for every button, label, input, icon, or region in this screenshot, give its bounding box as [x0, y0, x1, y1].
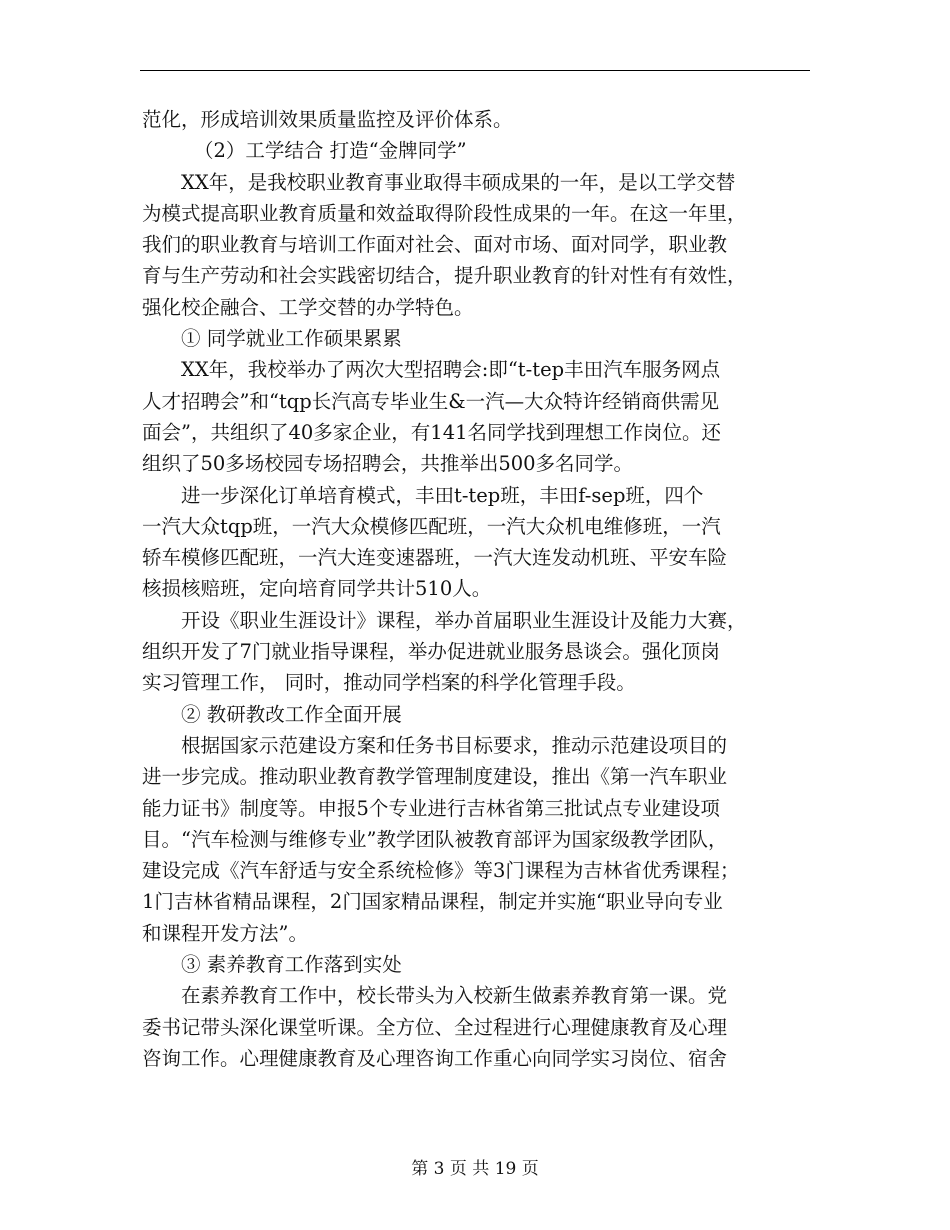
text-line: 一汽大众tqp班，一汽大众模修匹配班，一汽大众机电维修班，一汽 [142, 514, 721, 538]
text-line: 面会”，共组织了40多家企业，有141名同学找到理想工作岗位。还 [142, 420, 722, 444]
text-line: 育与生产劳动和社会实践密切结合，提升职业教育的针对性有有效性， [142, 264, 747, 288]
text-line: 目。“汽车检测与维修专业”教学团队被教育部评为国家级教学团队， [142, 827, 728, 851]
subsection-heading: ② 教研教改工作全面开展 [181, 702, 402, 726]
text-line: 能力证书》制度等。申报5个专业进行吉林省第三批试点专业建设项 [142, 796, 720, 820]
text-line: XX年，是我校职业教育事业取得丰硕成果的一年，是以工学交替 [181, 170, 736, 194]
text-line: 建设完成《汽车舒适与安全系统检修》等3门课程为吉林省优秀课程； [142, 859, 740, 883]
section-heading: （2）工学结合 打造“金牌同学” [194, 139, 467, 163]
subsection-heading: ③ 素养教育工作落到实处 [181, 953, 402, 977]
text-line: 和课程开发方法”。 [142, 921, 308, 945]
text-line: 在素养教育工作中，校长带头为入校新生做素养教育第一课。党 [181, 984, 728, 1008]
text-line: 人才招聘会”和“tqp长汽高专毕业生&一汽—大众特许经销商供需见 [142, 389, 720, 413]
text-line: 委书记带头深化课堂听课。全方位、全过程进行心理健康教育及心理 [142, 1015, 728, 1039]
text-line: 组织了50多场校园专场招聘会，共推举出500多名同学。 [142, 452, 634, 476]
text-line: 进一步深化订单培育模式，丰田t-tep班，丰田f-sep班，四个 [181, 483, 704, 507]
text-line: 开设《职业生涯设计》课程，举办首届职业生涯设计及能力大赛， [181, 608, 747, 632]
text-line: 实习管理工作， 同时，推动同学档案的科学化管理手段。 [142, 671, 636, 695]
text-line: 强化校企融合、工学交替的办学特色。 [142, 295, 474, 319]
text-line: 咨询工作。心理健康教育及心理咨询工作重心向同学实习岗位、宿舍 [142, 1046, 728, 1070]
text-line: 我们的职业教育与培训工作面对社会、面对市场、面对同学，职业教 [142, 233, 728, 257]
text-line: 轿车模修匹配班，一汽大连变速器班，一汽大连发动机班、平安车险 [142, 546, 728, 570]
text-line: 为模式提高职业教育质量和效益取得阶段性成果的一年。在这一年里， [142, 201, 747, 225]
document-body [142, 104, 810, 1074]
text-line: 进一步完成。推动职业教育教学管理制度建设，推出《第一汽车职业 [142, 765, 728, 789]
text-line: 范化，形成培训效果质量监控及评价体系。 [142, 108, 513, 131]
text-line: XX年，我校举办了两次大型招聘会:即“t-tep丰田汽车服务网点 [181, 358, 721, 382]
page-number: 第 3 页 共 19 页 [411, 1159, 539, 1179]
text-line: 1门吉林省精品课程，2门国家精品课程，制定并实施“职业导向专业 [142, 890, 723, 914]
header-rule [140, 70, 810, 71]
text-line: 根据国家示范建设方案和任务书目标要求，推动示范建设项目的 [181, 733, 728, 757]
text-line: 核损核赔班，定向培育同学共计510人。 [142, 577, 492, 601]
subsection-heading: ① 同学就业工作硕果累累 [181, 327, 402, 351]
text-line: 组织开发了7门就业指导课程，举办促进就业服务恳谈会。强化顶岗 [142, 640, 720, 664]
